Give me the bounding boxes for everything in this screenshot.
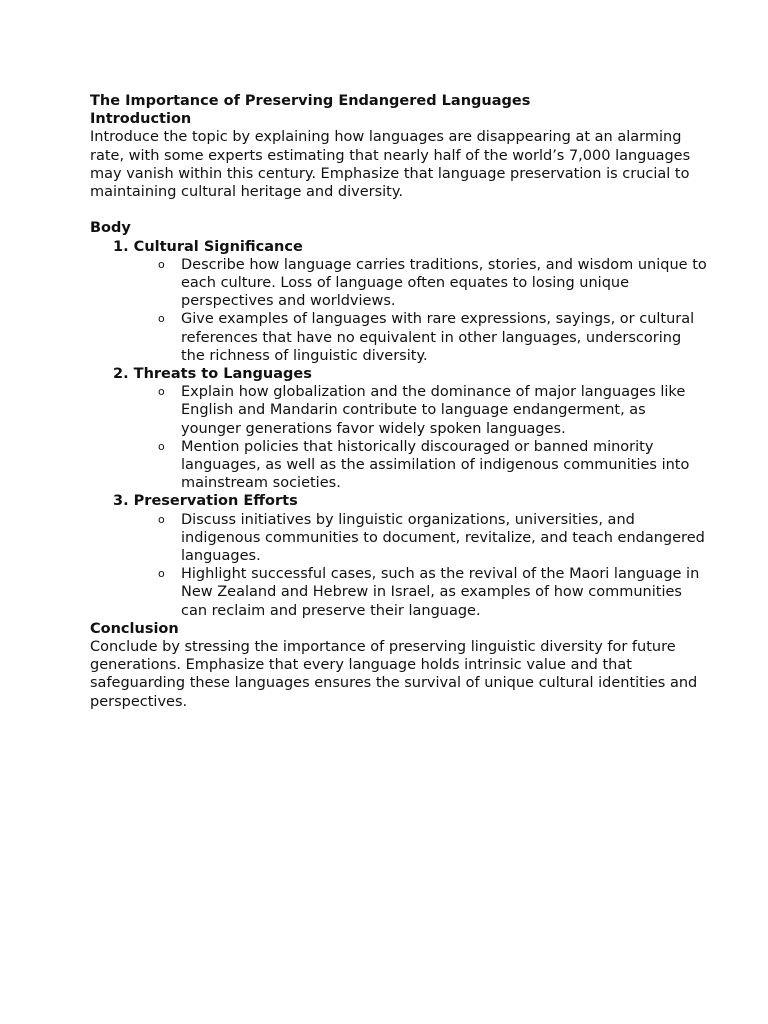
circle-bullet-icon: o xyxy=(158,385,165,399)
section-number: 3. xyxy=(113,493,129,510)
bullet-item xyxy=(158,256,708,311)
bullet-item xyxy=(158,310,708,365)
document-title: The Importance of Preserving Endangered Languages xyxy=(90,93,531,109)
bullet-item xyxy=(158,438,708,493)
bullet-list xyxy=(90,511,708,620)
paragraph-spacer xyxy=(90,201,708,219)
bullet-item xyxy=(158,383,708,438)
bullet-text: Describe how language carries traditions, stories, and wisdom unique to each culture. Loss of language often equates to losing unique perspectives and worldviews. xyxy=(181,256,707,310)
section-preservation-efforts xyxy=(90,492,708,619)
circle-bullet-icon: o xyxy=(158,567,165,581)
section-title-text: Threats to Languages xyxy=(133,366,312,383)
section-title xyxy=(90,365,708,383)
bullet-list xyxy=(90,256,708,365)
section-threats-to-languages xyxy=(90,365,708,492)
bullet-text: Discuss initiatives by linguistic organizations, universities, and indigenous communities to document, revitalize, and teach endangered languages. xyxy=(181,511,705,565)
bullet-text: Give examples of languages with rare expressions, sayings, or cultural references that have no equivalent in other languages, underscoring the richness of linguistic diversity. xyxy=(181,311,695,364)
conclusion-text: Conclude by stressing the importance of preserving linguistic diversity for future generations. Emphasize that every language holds intrinsic value and that safeguarding these languages ensures the survival of unique cultural identities and perspectives. xyxy=(90,639,698,710)
introduction-text: Introduce the topic by explaining how languages are disappearing at an alarming rate, with some experts estimating that nearly half of the world’s 7,000 languages may vanish within this century. Emphasize that language preservation is crucial to maintaining cultural heritage and diversity. xyxy=(90,129,691,201)
bullet-text: Highlight successful cases, such as the revival of the Maori language in New Zealand and Hebrew in Israel, as examples of how communities can reclaim and preserve their language. xyxy=(181,566,700,619)
circle-bullet-icon: o xyxy=(158,257,165,271)
section-title xyxy=(90,492,708,510)
conclusion-heading: Conclusion xyxy=(90,620,179,637)
section-number: 1. xyxy=(113,238,129,255)
bullet-item xyxy=(158,511,708,566)
section-title xyxy=(90,238,708,256)
section-number: 2. xyxy=(113,366,129,383)
bullet-list xyxy=(90,383,708,492)
bullet-item xyxy=(158,565,708,620)
bullet-text: Explain how globalization and the dominance of major languages like English and Mandarin contribute to language endangerment, as younger generations favor widely spoken languages. xyxy=(181,384,686,437)
introduction-heading: Introduction xyxy=(90,111,192,128)
circle-bullet-icon: o xyxy=(158,512,165,526)
circle-bullet-icon: o xyxy=(158,439,165,453)
body-heading: Body xyxy=(90,220,131,237)
section-title-text: Preservation Efforts xyxy=(133,493,298,510)
bullet-text: Mention policies that historically discouraged or banned minority languages, as well as the assimilation of indigenous communities into mainstream societies. xyxy=(181,438,690,492)
circle-bullet-icon: o xyxy=(158,312,165,326)
body-sections-list xyxy=(90,238,708,620)
section-title-text: Cultural Significance xyxy=(133,238,303,255)
section-cultural-significance xyxy=(90,238,708,365)
